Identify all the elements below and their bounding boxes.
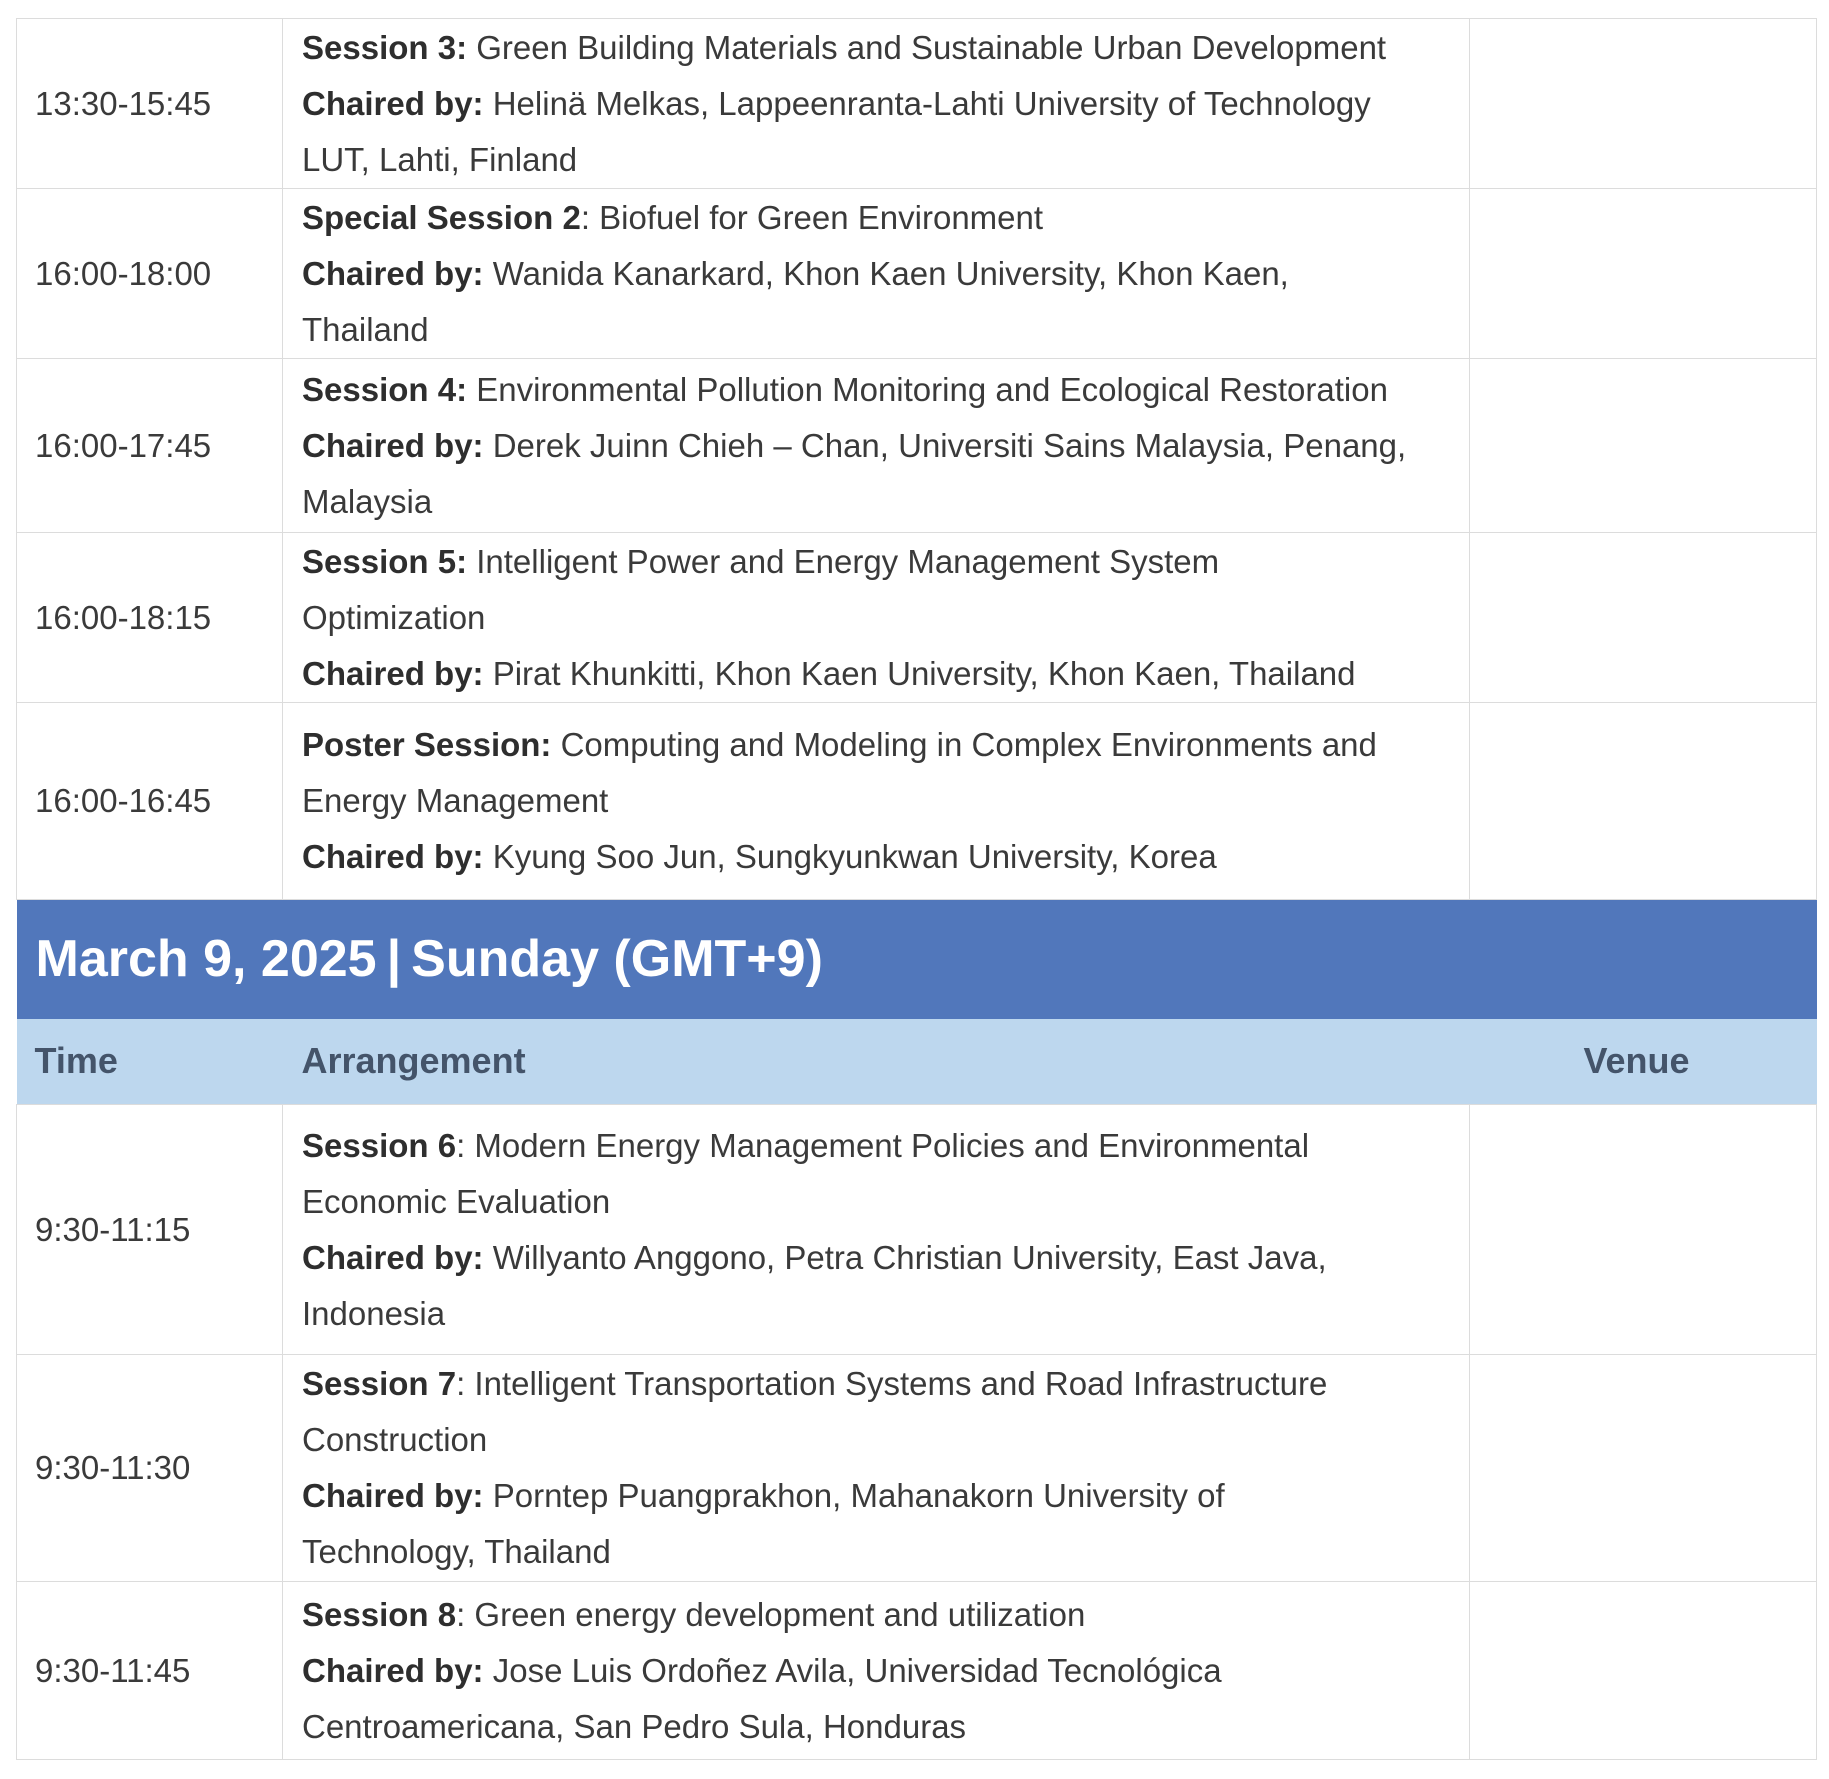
arrangement-label: Chaired by:	[302, 654, 484, 692]
arrangement-line	[302, 1699, 1457, 1755]
session-venue	[1470, 1582, 1817, 1760]
arrangement-label: Special Session 2	[302, 198, 581, 236]
arrangement-line	[302, 418, 1457, 474]
session-venue	[1470, 1355, 1817, 1582]
arrangement-text: Jose Luis Ordoñez Avila, Universidad Tecnológica	[483, 1651, 1222, 1689]
arrangement-text: Centroamericana, San Pedro Sula, Honduras	[302, 1707, 967, 1745]
arrangement-line	[302, 302, 1457, 358]
arrangement-line	[302, 76, 1457, 132]
arrangement-text: Intelligent Power and Energy Management System	[467, 542, 1220, 580]
arrangement-line	[302, 534, 1457, 590]
arrangement-line	[302, 190, 1457, 246]
session-row	[17, 19, 1817, 189]
session-time: 16:00-18:00	[17, 189, 283, 359]
session-row	[17, 359, 1817, 533]
arrangement-line	[302, 773, 1457, 829]
arrangement-line	[302, 590, 1457, 646]
arrangement-text: Kyung Soo Jun, Sungkyunkwan University, Korea	[483, 838, 1217, 875]
arrangement-text: Green Building Materials and Sustainable Urban Development	[467, 28, 1387, 66]
arrangement-label: Chaired by:	[302, 1238, 484, 1276]
arrangement-line	[302, 1356, 1457, 1412]
session-row	[17, 533, 1817, 703]
arrangement-line	[302, 1587, 1457, 1643]
arrangement-label: Session 6	[302, 1126, 457, 1164]
arrangement-line	[302, 362, 1457, 418]
arrangement-text: Economic Evaluation	[302, 1182, 611, 1220]
session-time: 16:00-16:45	[17, 703, 283, 900]
session-arrangement	[283, 19, 1470, 189]
arrangement-label: Session 8	[302, 1595, 457, 1633]
session-venue	[1470, 189, 1817, 359]
arrangement-line	[302, 646, 1457, 702]
day-title	[17, 900, 1817, 1019]
session-arrangement	[283, 1582, 1470, 1760]
session-time: 9:30-11:30	[17, 1355, 283, 1582]
arrangement-line	[302, 1174, 1457, 1230]
day-weekday: Sunday (GMT+9)	[411, 930, 823, 989]
arrangement-label: Chaired by:	[302, 84, 484, 122]
arrangement-line	[302, 474, 1457, 530]
column-header-row	[17, 1019, 1817, 1105]
arrangement-text: Porntep Puangprakhon, Mahanakorn University of	[483, 1477, 1225, 1514]
session-arrangement	[283, 1105, 1470, 1355]
arrangement-text: Malaysia	[302, 482, 433, 520]
session-time: 16:00-18:15	[17, 533, 283, 703]
day-header	[17, 900, 1817, 1019]
session-row	[17, 1355, 1817, 1582]
session-arrangement	[283, 1355, 1470, 1582]
session-arrangement	[283, 359, 1470, 533]
arrangement-text: Energy Management	[302, 782, 609, 819]
day-date: March 9, 2025	[35, 930, 377, 989]
column-header-arrangement: Arrangement	[283, 1019, 1470, 1105]
arrangement-line	[302, 1286, 1457, 1342]
arrangement-label: Chaired by:	[302, 426, 484, 464]
column-header-venue: Venue	[1470, 1019, 1817, 1105]
arrangement-line	[302, 132, 1457, 188]
session-arrangement	[283, 703, 1470, 900]
arrangement-label: Chaired by:	[302, 1477, 484, 1514]
arrangement-text: Technology, Thailand	[302, 1533, 611, 1570]
session-arrangement	[283, 533, 1470, 703]
arrangement-text: Thailand	[302, 310, 429, 348]
arrangement-text: Helinä Melkas, Lappeenranta-Lahti University of Technology	[483, 84, 1371, 122]
session-venue	[1470, 533, 1817, 703]
arrangement-label: Chaired by:	[302, 1651, 484, 1689]
arrangement-text: Environmental Pollution Monitoring and Ecological Restoration	[467, 370, 1388, 408]
arrangement-line	[302, 1643, 1457, 1699]
arrangement-line	[302, 717, 1457, 773]
arrangement-text: : Modern Energy Management Policies and Environmental	[456, 1126, 1310, 1164]
session-time: 13:30-15:45	[17, 19, 283, 189]
arrangement-text: Optimization	[302, 598, 486, 636]
session-venue	[1470, 1105, 1817, 1355]
session-venue	[1470, 19, 1817, 189]
arrangement-text: Computing and Modeling in Complex Environments and	[551, 726, 1377, 763]
arrangement-text: Willyanto Anggono, Petra Christian University, East Java,	[483, 1238, 1327, 1276]
session-time: 9:30-11:45	[17, 1582, 283, 1760]
session-row	[17, 1582, 1817, 1760]
session-row	[17, 703, 1817, 900]
session-venue	[1470, 703, 1817, 900]
schedule-table	[16, 18, 1817, 1760]
arrangement-line	[302, 1230, 1457, 1286]
column-header-time: Time	[17, 1019, 283, 1105]
arrangement-text: Pirat Khunkitti, Khon Kaen University, Khon Kaen, Thailand	[483, 654, 1356, 692]
arrangement-line	[302, 246, 1457, 302]
arrangement-label: Session 3:	[302, 28, 468, 66]
session-time: 16:00-17:45	[17, 359, 283, 533]
arrangement-text: : Intelligent Transportation Systems and Road Infrastructure	[456, 1365, 1328, 1402]
arrangement-label: Session 7	[302, 1365, 457, 1402]
session-venue	[1470, 359, 1817, 533]
arrangement-line	[302, 829, 1457, 885]
arrangement-text: Construction	[302, 1421, 488, 1458]
arrangement-line	[302, 1118, 1457, 1174]
arrangement-label: Chaired by:	[302, 254, 484, 292]
arrangement-line	[302, 1468, 1457, 1524]
arrangement-line	[302, 20, 1457, 76]
session-row	[17, 1105, 1817, 1355]
arrangement-line	[302, 1412, 1457, 1468]
session-time: 9:30-11:15	[17, 1105, 283, 1355]
arrangement-label: Poster Session:	[302, 726, 552, 763]
arrangement-text: Wanida Kanarkard, Khon Kaen University, Khon Kaen,	[483, 254, 1289, 292]
arrangement-label: Session 4:	[302, 370, 468, 408]
arrangement-line	[302, 1524, 1457, 1580]
arrangement-label: Session 5:	[302, 542, 468, 580]
arrangement-text: : Green energy development and utilization	[456, 1595, 1086, 1633]
day-separator: |	[386, 930, 402, 989]
arrangement-label: Chaired by:	[302, 838, 484, 875]
arrangement-text: : Biofuel for Green Environment	[580, 198, 1044, 236]
arrangement-text: Derek Juinn Chieh – Chan, Universiti Sains Malaysia, Penang,	[483, 426, 1407, 464]
arrangement-text: Indonesia	[302, 1294, 446, 1332]
session-row	[17, 189, 1817, 359]
arrangement-text: LUT, Lahti, Finland	[302, 140, 578, 178]
session-arrangement	[283, 189, 1470, 359]
